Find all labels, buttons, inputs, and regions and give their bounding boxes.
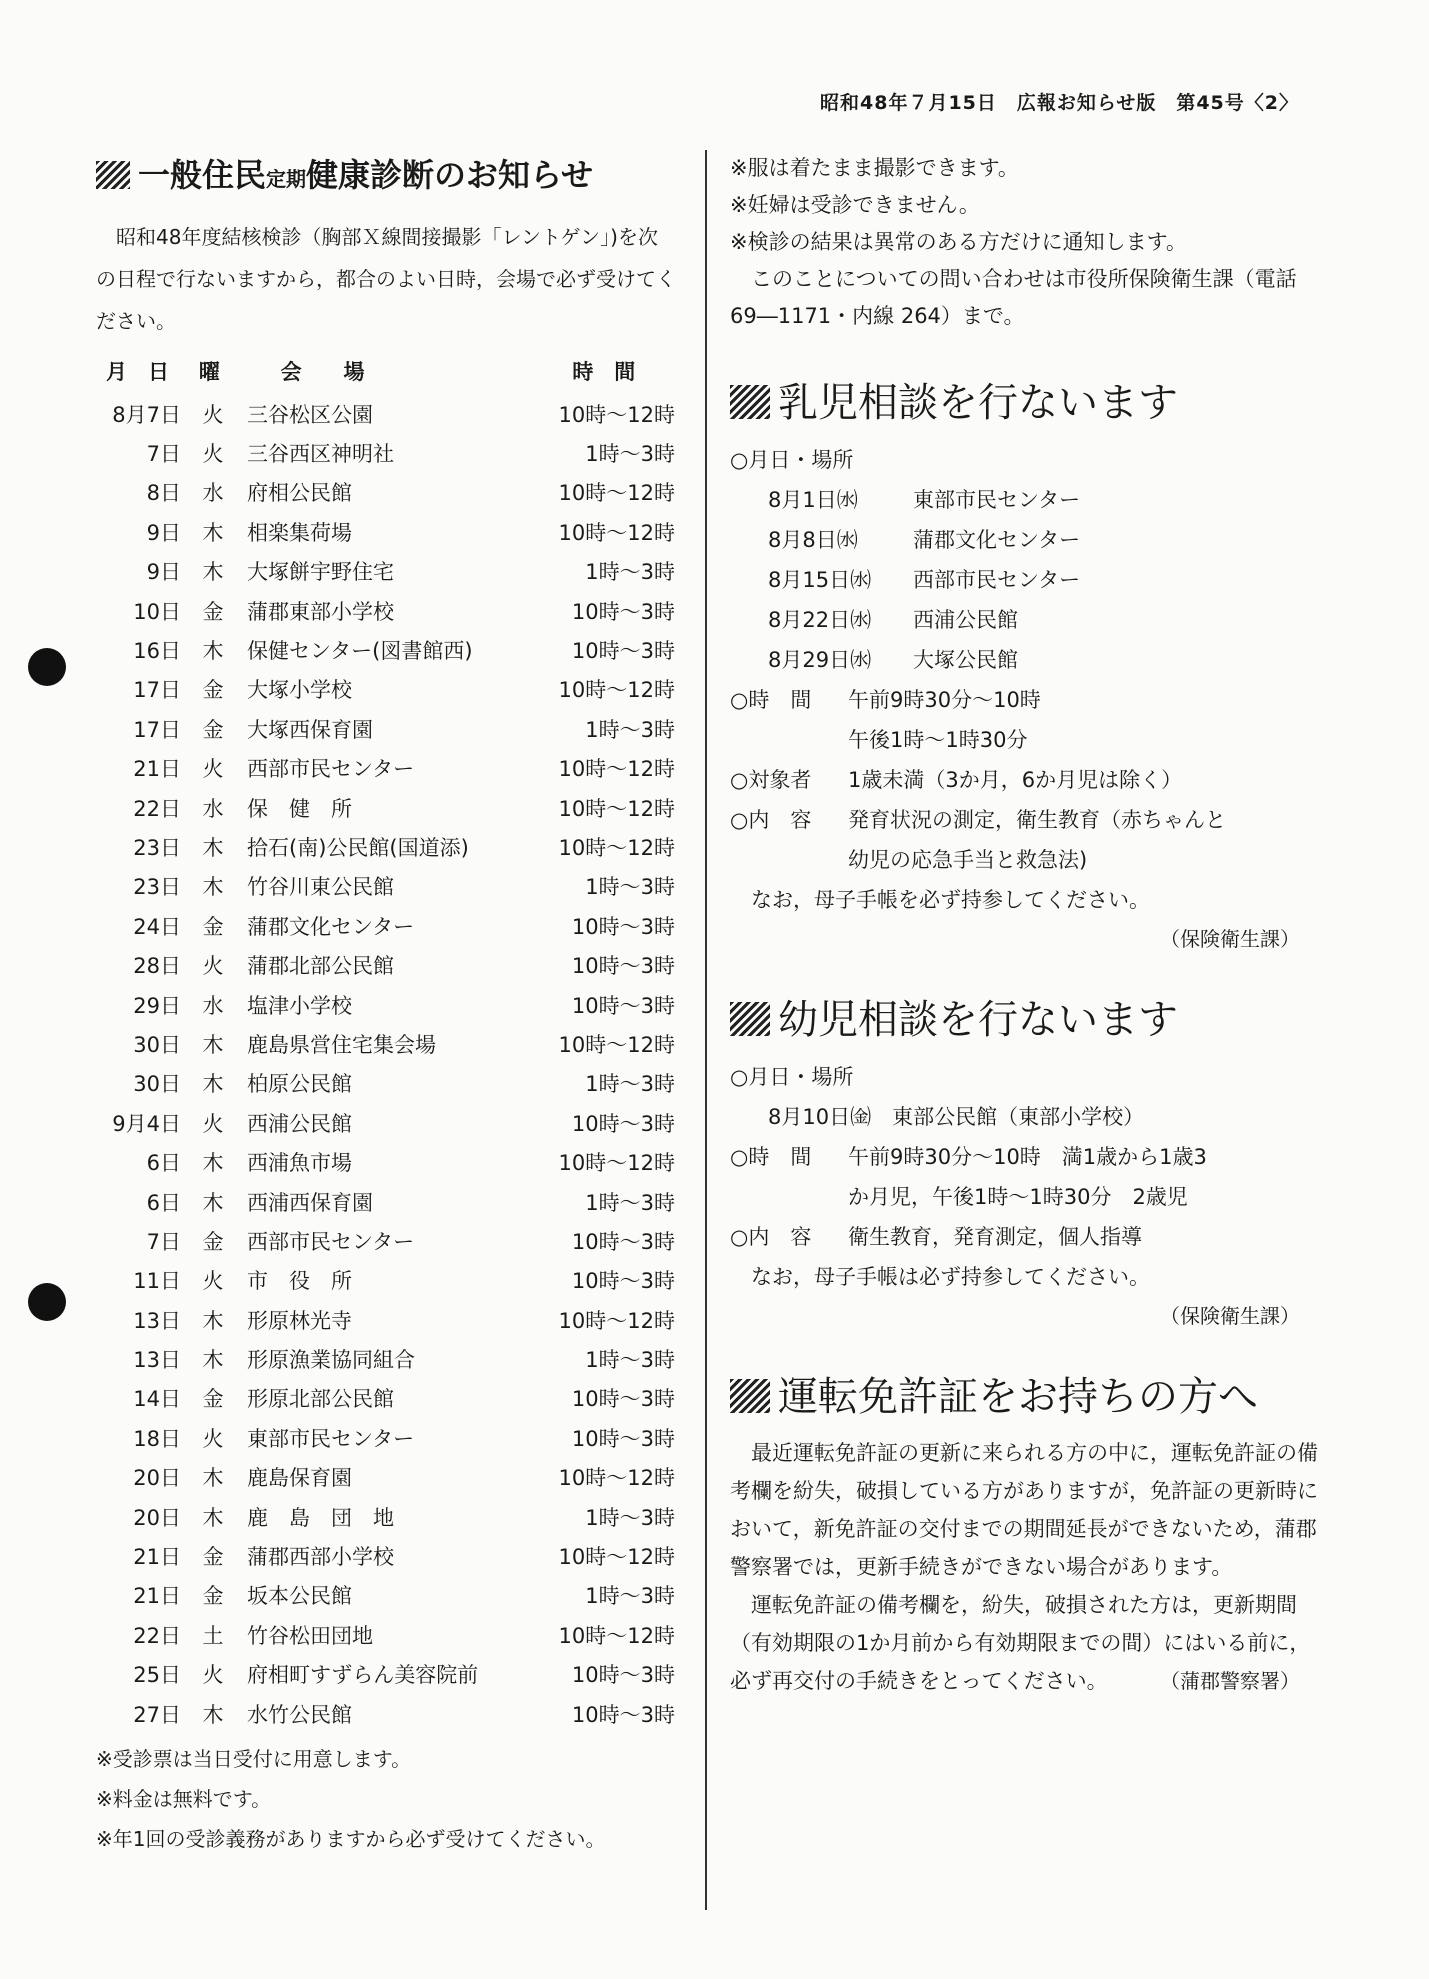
schedule-day: 金 [202,1387,224,1412]
schedule-date: 7日 [146,1229,181,1254]
schedule-date: 21日 [133,757,181,782]
schedule-day: 金 [202,1229,224,1254]
schedule-time: 10時〜12時 [558,1151,675,1176]
license-section [730,1365,1320,1700]
schedule-day: 火 [202,1111,224,1136]
schedule-date: 20日 [133,1505,181,1530]
col-day-header: 曜 [198,360,220,384]
schedule-place: 東部市民センター [247,1426,415,1451]
infant-date-list [730,480,1320,680]
schedule-row [96,1182,676,1221]
health-checkup-title: 一般住民定期健康診断のお知らせ [96,150,676,196]
schedule-date: 17日 [133,717,181,742]
infant-title: 乳児相談を行ないます [730,371,1320,428]
schedule-time: 10時〜12時 [558,1623,675,1648]
schedule-place: 拾石(南)公民館(国道添) [247,835,469,860]
schedule-date: 24日 [133,914,181,939]
col-date-header: 月 日 [106,360,169,384]
schedule-date: 13日 [133,1348,181,1373]
schedule-day: 木 [202,875,224,900]
schedule-time: 10時〜12時 [558,1466,675,1491]
schedule-day: 金 [202,1584,224,1609]
schedule-row [96,945,676,984]
infant-target: 1歳未満（3か月，6か月児は除く） [848,768,1183,792]
schedule-time: 10時〜3時 [571,954,675,979]
schedule-place: 西浦西保育園 [247,1190,373,1215]
col-place-header: 会 場 [280,360,365,384]
schedule-date: 18日 [133,1426,181,1451]
schedule-row [96,1694,676,1733]
schedule-row [96,1064,676,1103]
schedule-row [96,827,676,866]
note-obligation: ※年1回の受診義務がありますから必ず受けてください。 [96,1827,606,1852]
checkup-notes [96,1739,676,1859]
infant-date-item [730,520,1320,560]
schedule-time: 10時〜12時 [558,1545,675,1570]
toddler-dept: （保険衛生課） [1160,1304,1300,1328]
schedule-day: 火 [202,1663,224,1688]
schedule-place: 大塚餅宇野住宅 [247,560,394,585]
schedule-time: 10時〜3時 [571,993,675,1018]
schedule-date: 10日 [133,599,181,624]
schedule-place: 塩津小学校 [247,993,352,1018]
schedule-day: 水 [202,796,224,821]
schedule-place: 保 健 所 [247,796,352,821]
toddler-consultation-section [730,988,1320,1335]
schedule-date: 27日 [133,1702,181,1727]
toddler-date-label: ○月日・場所 [730,1065,854,1089]
license-para-2: 運転免許証の備考欄を，紛失，破損された方は，更新期間（有効期限の1か月前から有効期限までの間）にはいる前に，必ず再交付の手続きをとってください。 [730,1593,1311,1693]
schedule-time: 10時〜12時 [558,1032,675,1057]
infant-date: 8月29日㈬ [768,648,872,672]
hatch-icon [730,385,770,419]
schedule-row [96,473,676,512]
infant-content-1: 発育状況の測定，衛生教育（赤ちゃんと [848,808,1226,832]
schedule-place: 竹谷松田団地 [247,1623,373,1648]
schedule-date: 11日 [133,1269,181,1294]
infant-date: 8月8日㈬ [768,528,858,552]
schedule-time: 10時〜3時 [571,599,675,624]
toddler-content: 衛生教育，発育測定，個人指導 [848,1225,1142,1249]
schedule-day: 木 [202,1466,224,1491]
infant-time-1: 午前9時30分〜10時 [848,688,1041,712]
note-pregnant: ※妊婦は受診できません。 [730,193,980,217]
schedule-time: 1時〜3時 [585,875,675,900]
toddler-content-row [730,1217,1320,1257]
schedule-place: 水竹公民館 [247,1702,352,1727]
schedule-date: 8日 [146,481,181,506]
schedule-day: 木 [202,520,224,545]
schedule-day: 火 [202,1269,224,1294]
schedule-day: 水 [202,481,224,506]
schedule-row [96,1576,676,1615]
toddler-time-label: ○時 間 [730,1145,812,1169]
schedule-day: 木 [202,1348,224,1373]
schedule-row [96,1458,676,1497]
infant-target-row [730,760,1320,800]
hatch-icon [730,1002,770,1036]
note-fee: ※料金は無料です。 [96,1787,272,1812]
infant-time-2: 午後1時〜1時30分 [848,728,1028,752]
schedule-place: 西部市民センター [247,757,415,782]
schedule-date: 23日 [133,875,181,900]
schedule-date: 14日 [133,1387,181,1412]
infant-place: 西部市民センター [913,568,1081,592]
schedule-place: 西浦魚市場 [247,1151,352,1176]
infant-dept: （保険衛生課） [1160,927,1300,951]
infant-date-item [730,640,1320,680]
schedule-date: 28日 [133,954,181,979]
schedule-day: 金 [202,1545,224,1570]
toddler-date: 8月10日㈮ 東部公民館（東部小学校） [768,1105,1145,1129]
schedule-time: 10時〜3時 [571,1702,675,1727]
toddler-reminder: なお，母子手帳は必ず持参してください。 [751,1265,1150,1289]
schedule-row [96,394,676,433]
schedule-date: 25日 [133,1663,181,1688]
schedule-row [96,1536,676,1575]
schedule-time: 10時〜3時 [571,1269,675,1294]
schedule-place: 相楽集荷場 [247,520,352,545]
schedule-time: 1時〜3時 [585,1505,675,1530]
schedule-row [96,1655,676,1694]
schedule-place: 鹿 島 団 地 [247,1505,394,1530]
schedule-time: 10時〜3時 [571,1387,675,1412]
schedule-day: 水 [202,993,224,1018]
schedule-day: 木 [202,560,224,585]
toddler-time-1: 午前9時30分〜10時 満1歳から1歳3 [848,1145,1207,1169]
column-divider [705,150,707,1910]
col-time-header: 時 間 [572,360,636,384]
schedule-time: 1時〜3時 [585,1190,675,1215]
schedule-place: 鹿島県営住宅集会場 [247,1032,436,1057]
schedule-date: 29日 [133,993,181,1018]
schedule-day: 木 [202,835,224,860]
schedule-place: 蒲郡東部小学校 [247,599,394,624]
schedule-place: 形原漁業協同組合 [247,1348,415,1373]
infant-content-row [730,800,1320,840]
page-header: 昭和48年７月15日 広報お知らせ版 第45号〈2〉 [820,92,1299,114]
schedule-place: 坂本公民館 [247,1584,352,1609]
toddler-time-2: か月児，午後1時〜1時30分 2歳児 [848,1185,1188,1209]
schedule-date: 20日 [133,1466,181,1491]
schedule-day: 金 [202,678,224,703]
schedule-date: 30日 [133,1032,181,1057]
schedule-day: 木 [202,1072,224,1097]
schedule-date: 22日 [133,796,181,821]
schedule-date: 9日 [146,520,181,545]
schedule-date: 6日 [146,1190,181,1215]
schedule-day: 火 [202,442,224,467]
inquiry-text: このことについての問い合わせは市役所保険衛生課（電話 69―1171・内線 264）まで。 [730,267,1297,328]
schedule-place: 西部市民センター [247,1229,415,1254]
schedule-date: 6日 [146,1151,181,1176]
schedule-row [96,1300,676,1339]
infant-content-label: ○内 容 [730,808,812,832]
schedule-time: 10時〜3時 [571,1229,675,1254]
infant-place: 大塚公民館 [913,648,1018,672]
schedule-day: 火 [202,954,224,979]
schedule-date: 9月4日 [112,1111,181,1136]
schedule-time: 10時〜12時 [558,520,675,545]
schedule-time: 10時〜3時 [571,1111,675,1136]
schedule-place: 市 役 所 [247,1269,352,1294]
schedule-time: 10時〜12時 [558,402,675,427]
schedule-row [96,1379,676,1418]
schedule-time: 10時〜3時 [571,1663,675,1688]
schedule-day: 火 [202,402,224,427]
hatch-icon [730,1379,770,1413]
toddler-content-label: ○内 容 [730,1225,812,1249]
note-ticket: ※受診票は当日受付に用意します。 [96,1747,412,1772]
schedule-time: 1時〜3時 [585,560,675,585]
infant-date: 8月15日㈬ [768,568,872,592]
schedule-table [96,394,676,1733]
infant-place: 蒲郡文化センター [913,528,1081,552]
schedule-date: 17日 [133,678,181,703]
schedule-row [96,512,676,551]
schedule-place: 形原林光寺 [247,1308,352,1333]
schedule-place: 府相町すずらん美容院前 [247,1663,479,1688]
infant-date-item [730,600,1320,640]
punch-hole-top [28,648,66,686]
schedule-time: 1時〜3時 [585,1348,675,1373]
schedule-day: 木 [202,639,224,664]
infant-date: 8月22日㈬ [768,608,872,632]
infant-date: 8月1日㈬ [768,488,858,512]
schedule-place: 形原北部公民館 [247,1387,394,1412]
schedule-day: 火 [202,757,224,782]
infant-place: 東部市民センター [913,488,1081,512]
checkup-intro: 昭和48年度結核検診（胸部Ｘ線間接撮影「レントゲン」)を次の日程で行ないますから，都合のよい日時，会場で必ず受けてください。 [96,225,676,333]
schedule-time: 10時〜12時 [558,835,675,860]
schedule-row [96,985,676,1024]
schedule-place: 三谷松区公園 [247,402,373,427]
infant-consultation-section [730,371,1320,958]
schedule-date: 21日 [133,1584,181,1609]
schedule-day: 木 [202,1505,224,1530]
schedule-day: 金 [202,599,224,624]
schedule-row [96,1024,676,1063]
schedule-date: 21日 [133,1545,181,1570]
license-dept: （蒲郡警察署） [1160,1669,1300,1693]
infant-reminder: なお，母子手帳を必ず持参してください。 [751,888,1150,912]
schedule-date: 8月7日 [112,402,181,427]
schedule-row [96,433,676,472]
schedule-day: 火 [202,1426,224,1451]
schedule-place: 大塚西保育園 [247,717,373,742]
schedule-place: 西浦公民館 [247,1111,352,1136]
schedule-row [96,552,676,591]
schedule-row [96,867,676,906]
schedule-row [96,1221,676,1260]
schedule-date: 13日 [133,1308,181,1333]
schedule-row [96,749,676,788]
schedule-day: 金 [202,914,224,939]
infant-time-row [730,680,1320,720]
schedule-row [96,1497,676,1536]
schedule-time: 1時〜3時 [585,1072,675,1097]
schedule-place: 竹谷川東公民館 [247,875,394,900]
schedule-time: 10時〜3時 [571,914,675,939]
infant-date-label: ○月日・場所 [730,448,854,472]
infant-date-item [730,560,1320,600]
schedule-time: 1時〜3時 [585,1584,675,1609]
infant-target-label: ○対象者 [730,768,812,792]
schedule-time: 1時〜3時 [585,442,675,467]
schedule-place: 蒲郡西部小学校 [247,1545,394,1570]
infant-place: 西浦公民館 [913,608,1018,632]
license-title: 運転免許証をお持ちの方へ [730,1365,1320,1422]
left-column [96,150,676,1859]
schedule-day: 木 [202,1032,224,1057]
schedule-row [96,630,676,669]
schedule-date: 9日 [146,560,181,585]
schedule-date: 30日 [133,1072,181,1097]
schedule-time: 10時〜12時 [558,1308,675,1333]
schedule-row [96,1142,676,1181]
schedule-date: 7日 [146,442,181,467]
schedule-row [96,670,676,709]
note-results: ※検診の結果は異常のある方だけに通知します。 [730,230,1187,254]
hatch-icon [96,161,130,189]
schedule-row [96,709,676,748]
schedule-day: 木 [202,1190,224,1215]
schedule-day: 金 [202,717,224,742]
schedule-place: 府相公民館 [247,481,352,506]
punch-hole-bottom [28,1283,66,1321]
schedule-date: 23日 [133,835,181,860]
toddler-title: 幼児相談を行ないます [730,988,1320,1045]
schedule-date: 22日 [133,1623,181,1648]
schedule-place: 蒲郡文化センター [247,914,415,939]
checkup-continued [730,150,1320,335]
schedule-time: 1時〜3時 [585,717,675,742]
infant-time-label: ○時 間 [730,688,812,712]
schedule-time: 10時〜3時 [571,639,675,664]
schedule-time: 10時〜3時 [571,1426,675,1451]
schedule-day: 木 [202,1151,224,1176]
schedule-place: 大塚小学校 [247,678,352,703]
infant-date-item [730,480,1320,520]
license-para-1: 最近運転免許証の更新に来られる方の中に，運転免許証の備考欄を紛失，破損している方がありますが，免許証の更新時において，新免許証の交付までの期間延長ができないため，蒲郡警察署では，更新手続きができない場合があります。 [730,1441,1318,1579]
schedule-row [96,1339,676,1378]
schedule-place: 鹿島保育園 [247,1466,352,1491]
schedule-day: 土 [202,1623,224,1648]
schedule-row [96,1615,676,1654]
schedule-time: 10時〜12時 [558,796,675,821]
schedule-day: 木 [202,1702,224,1727]
schedule-row [96,906,676,945]
schedule-place: 柏原公民館 [247,1072,352,1097]
schedule-row [96,1261,676,1300]
schedule-day: 木 [202,1308,224,1333]
schedule-time: 10時〜12時 [558,757,675,782]
schedule-row [96,1103,676,1142]
schedule-date: 16日 [133,639,181,664]
schedule-place: 三谷西区神明社 [247,442,394,467]
schedule-time: 10時〜12時 [558,481,675,506]
schedule-row [96,591,676,630]
schedule-header [96,356,676,386]
schedule-place: 保健センター(図書館西) [247,639,473,664]
schedule-row [96,1418,676,1457]
schedule-place: 蒲郡北部公民館 [247,954,394,979]
schedule-row [96,788,676,827]
schedule-time: 10時〜12時 [558,678,675,703]
right-column [730,150,1320,1730]
note-clothes: ※服は着たまま撮影できます。 [730,156,1019,180]
infant-content-2: 幼児の応急手当と救急法) [848,848,1088,872]
toddler-time-row [730,1137,1320,1177]
